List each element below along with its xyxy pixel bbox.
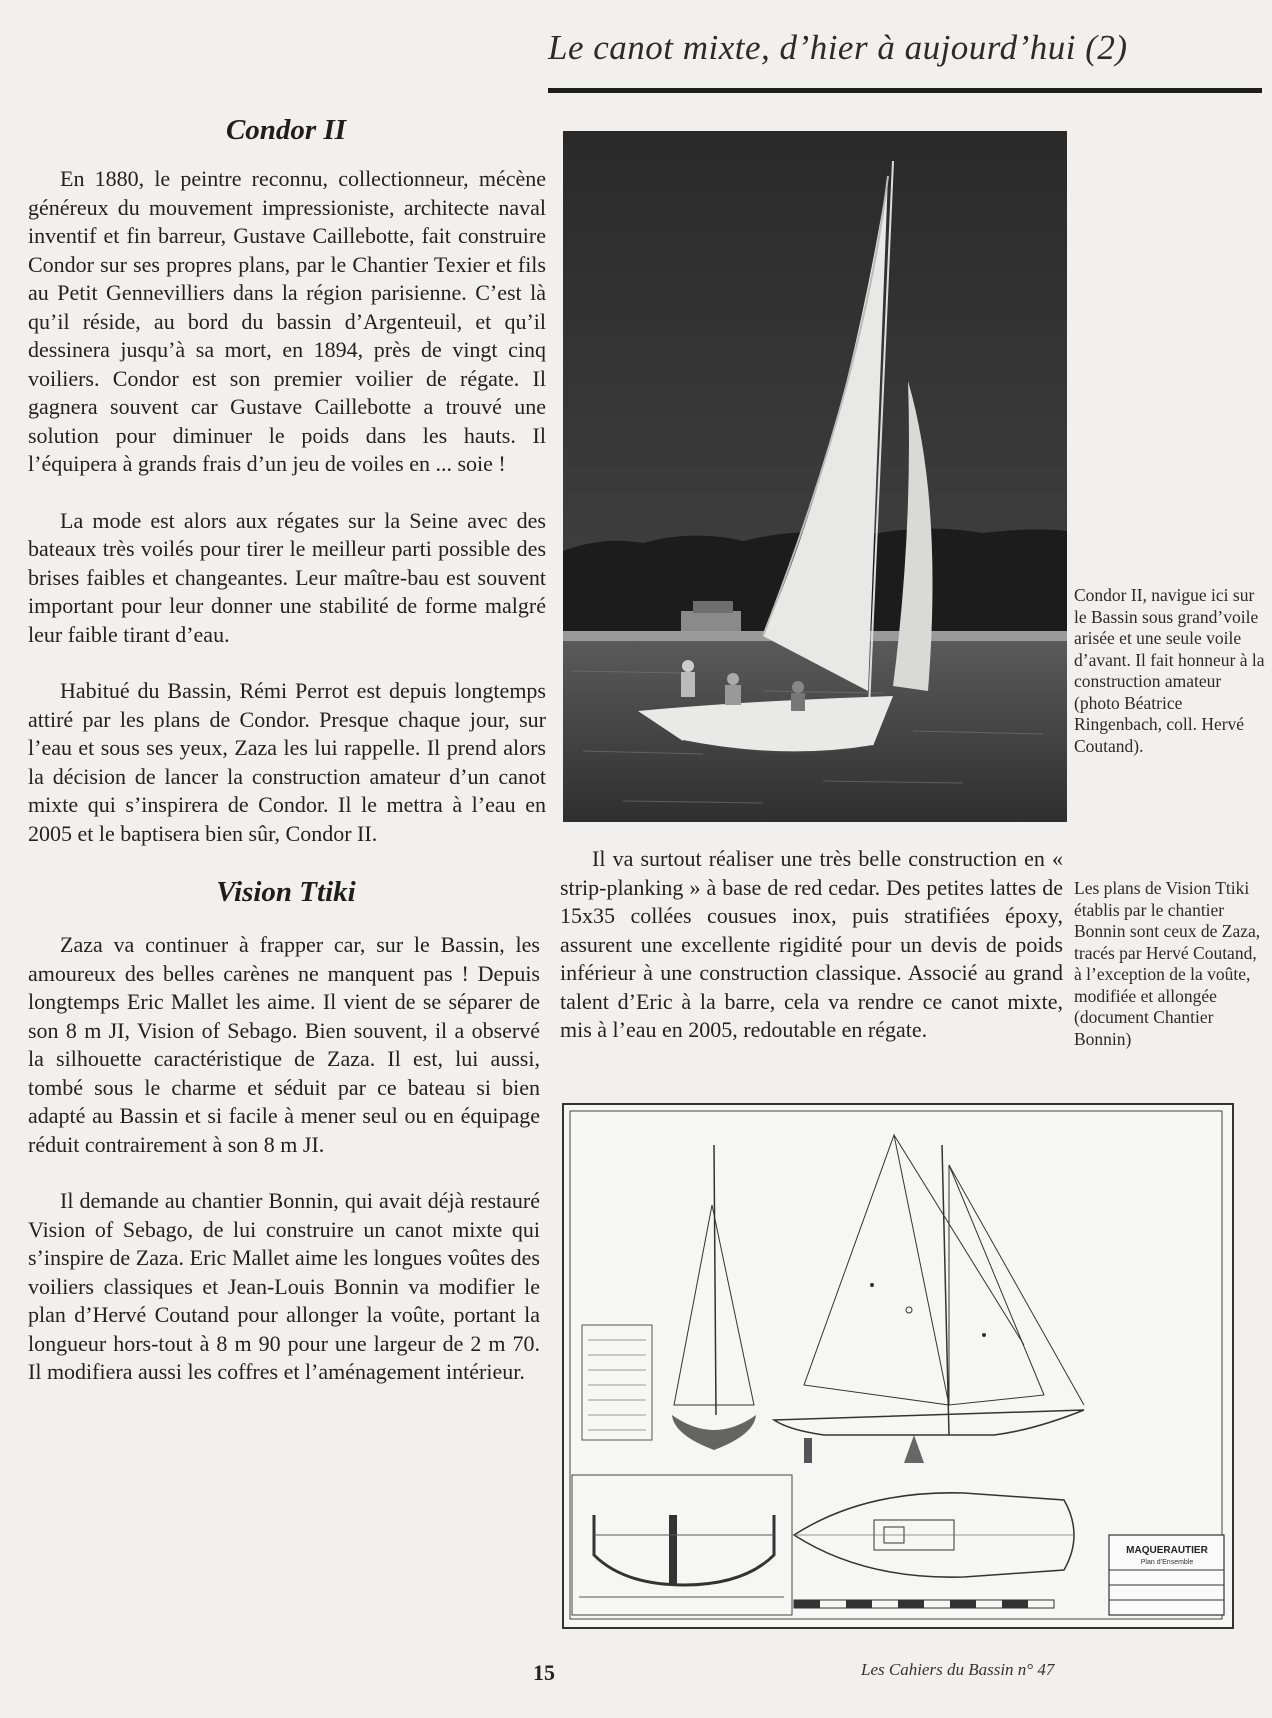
paragraph: En 1880, le peintre reconnu, collectionneur, mécène généreux du mouvement impressioniste, architecte naval inventif et fin barreur, Gustave Caillebotte, fait construire Condor sur ses propres plans, par le Chantier Texier et fils au Petit Gennevilliers dans la région parisienne. C’est là qu’il réside, au bord du bassin d’Argenteuil, et qu’il dessinera jusqu’à sa mort, en 1894, près de vingt cinq voiliers. Condor est son premier voilier de régate. Il gagnera souvent car Gustave Caillebotte a trouvé une solution pour diminuer le poids dans les hauts. Il l’équipera à grands frais d’un jeu de voiles en ... soie ! xyxy=(28,166,546,476)
left-column xyxy=(28,110,544,1387)
paragraph: Il demande au chantier Bonnin, qui avait déjà restauré Vision of Sebago, de lui construire un canot mixte qui s’inspire de Zaza. Eric Mallet aime les longues voûtes des voiliers classiques et Jean-Louis Bonnin va modifier le plan d’Hervé Coutand pour allonger la voûte, portant la longueur hors-tout à 8 m 90 pour une largeur de 2 m 70. Il modifiera aussi les coffres et l’aménagement intérieur. xyxy=(28,1188,540,1384)
section-title-vision-ttiki: Vision Ttiki xyxy=(216,876,356,908)
paragraph: La mode est alors aux régates sur la Seine avec des bateaux très voilés pour tirer le meilleur parti possible des brises faibles et changeantes. Leur maître-bau est souvent important pour leur donner une stabilité de forme malgré leur faible tirant d’eau. xyxy=(28,507,546,647)
middle-column-text xyxy=(560,845,1063,1045)
paragraph: Habitué du Bassin, Rémi Perrot est depuis longtemps attiré par les plans de Condor. Presque chaque jour, sur l’eau et sous ses yeux, Zaza les lui rappelle. Il prend alors la décision de lancer la construction amateur d’un canot mixte qui s’inspirera de Condor. Il le mettra à l’eau en 2005 et le baptisera bien sûr, Condor II. xyxy=(28,678,546,846)
running-header: Le canot mixte, d’hier à aujourd’hui (2) xyxy=(548,28,1128,67)
header-rule xyxy=(548,88,1262,93)
paragraph: Zaza va continuer à frapper car, sur le Bassin, les amoureux des belles carènes ne manquent pas ! Depuis longtemps Eric Mallet les aime. Il vient de se séparer de son 8 m JI, Vision of Sebago. Bien souvent, il a observé la silhouette caractéristique de Zaza. Il est, lui aussi, tombé sous le charme et séduit par ce bateau si bien adapté au Bassin et si facile à mener seul ou en équipage réduit contrairement à son 8 m JI. xyxy=(28,932,540,1157)
sailboat-photo xyxy=(563,131,1067,822)
photo-caption: Condor II, navigue ici sur le Bassin sous grand’voile arisée et une seule voile d’avant. Il fait honneur à la construction amateur (photo Béatrice Ringenbach, coll. Hervé Coutand). xyxy=(1074,585,1265,756)
paragraph: Il va surtout réaliser une très belle construction en « strip-planking » à base de red cedar. Des petites lattes de 15x35 collées cousues inox, puis stratifiées époxy, assurent une excellente rigidité pour un devis de poids inférieur à une construction classique. Associé au grand talent d’Eric à la barre, cela va rendre ce canot mixte, mis à l’eau en 2005, redoutable en régate. xyxy=(560,846,1063,1042)
magazine-name: Les Cahiers du Bassin n° 47 xyxy=(861,1660,1055,1679)
plan-subtitle: Plan d’Ensemble xyxy=(1140,1559,1194,1566)
plan-caption: Les plans de Vision Ttiki établis par le chantier Bonnin sont ceux de Zaza, tracés par Hervé Coutand, à l’exception de la voûte, modifiée et allongée (document Chantier Bonnin) xyxy=(1074,878,1261,1049)
boat-plans-drawing xyxy=(562,1103,1234,1629)
section-title-condor: Condor II xyxy=(225,114,347,146)
page-number: 15 xyxy=(533,1660,555,1685)
plan-title-block: MAQUERAUTIER xyxy=(1126,1545,1208,1556)
